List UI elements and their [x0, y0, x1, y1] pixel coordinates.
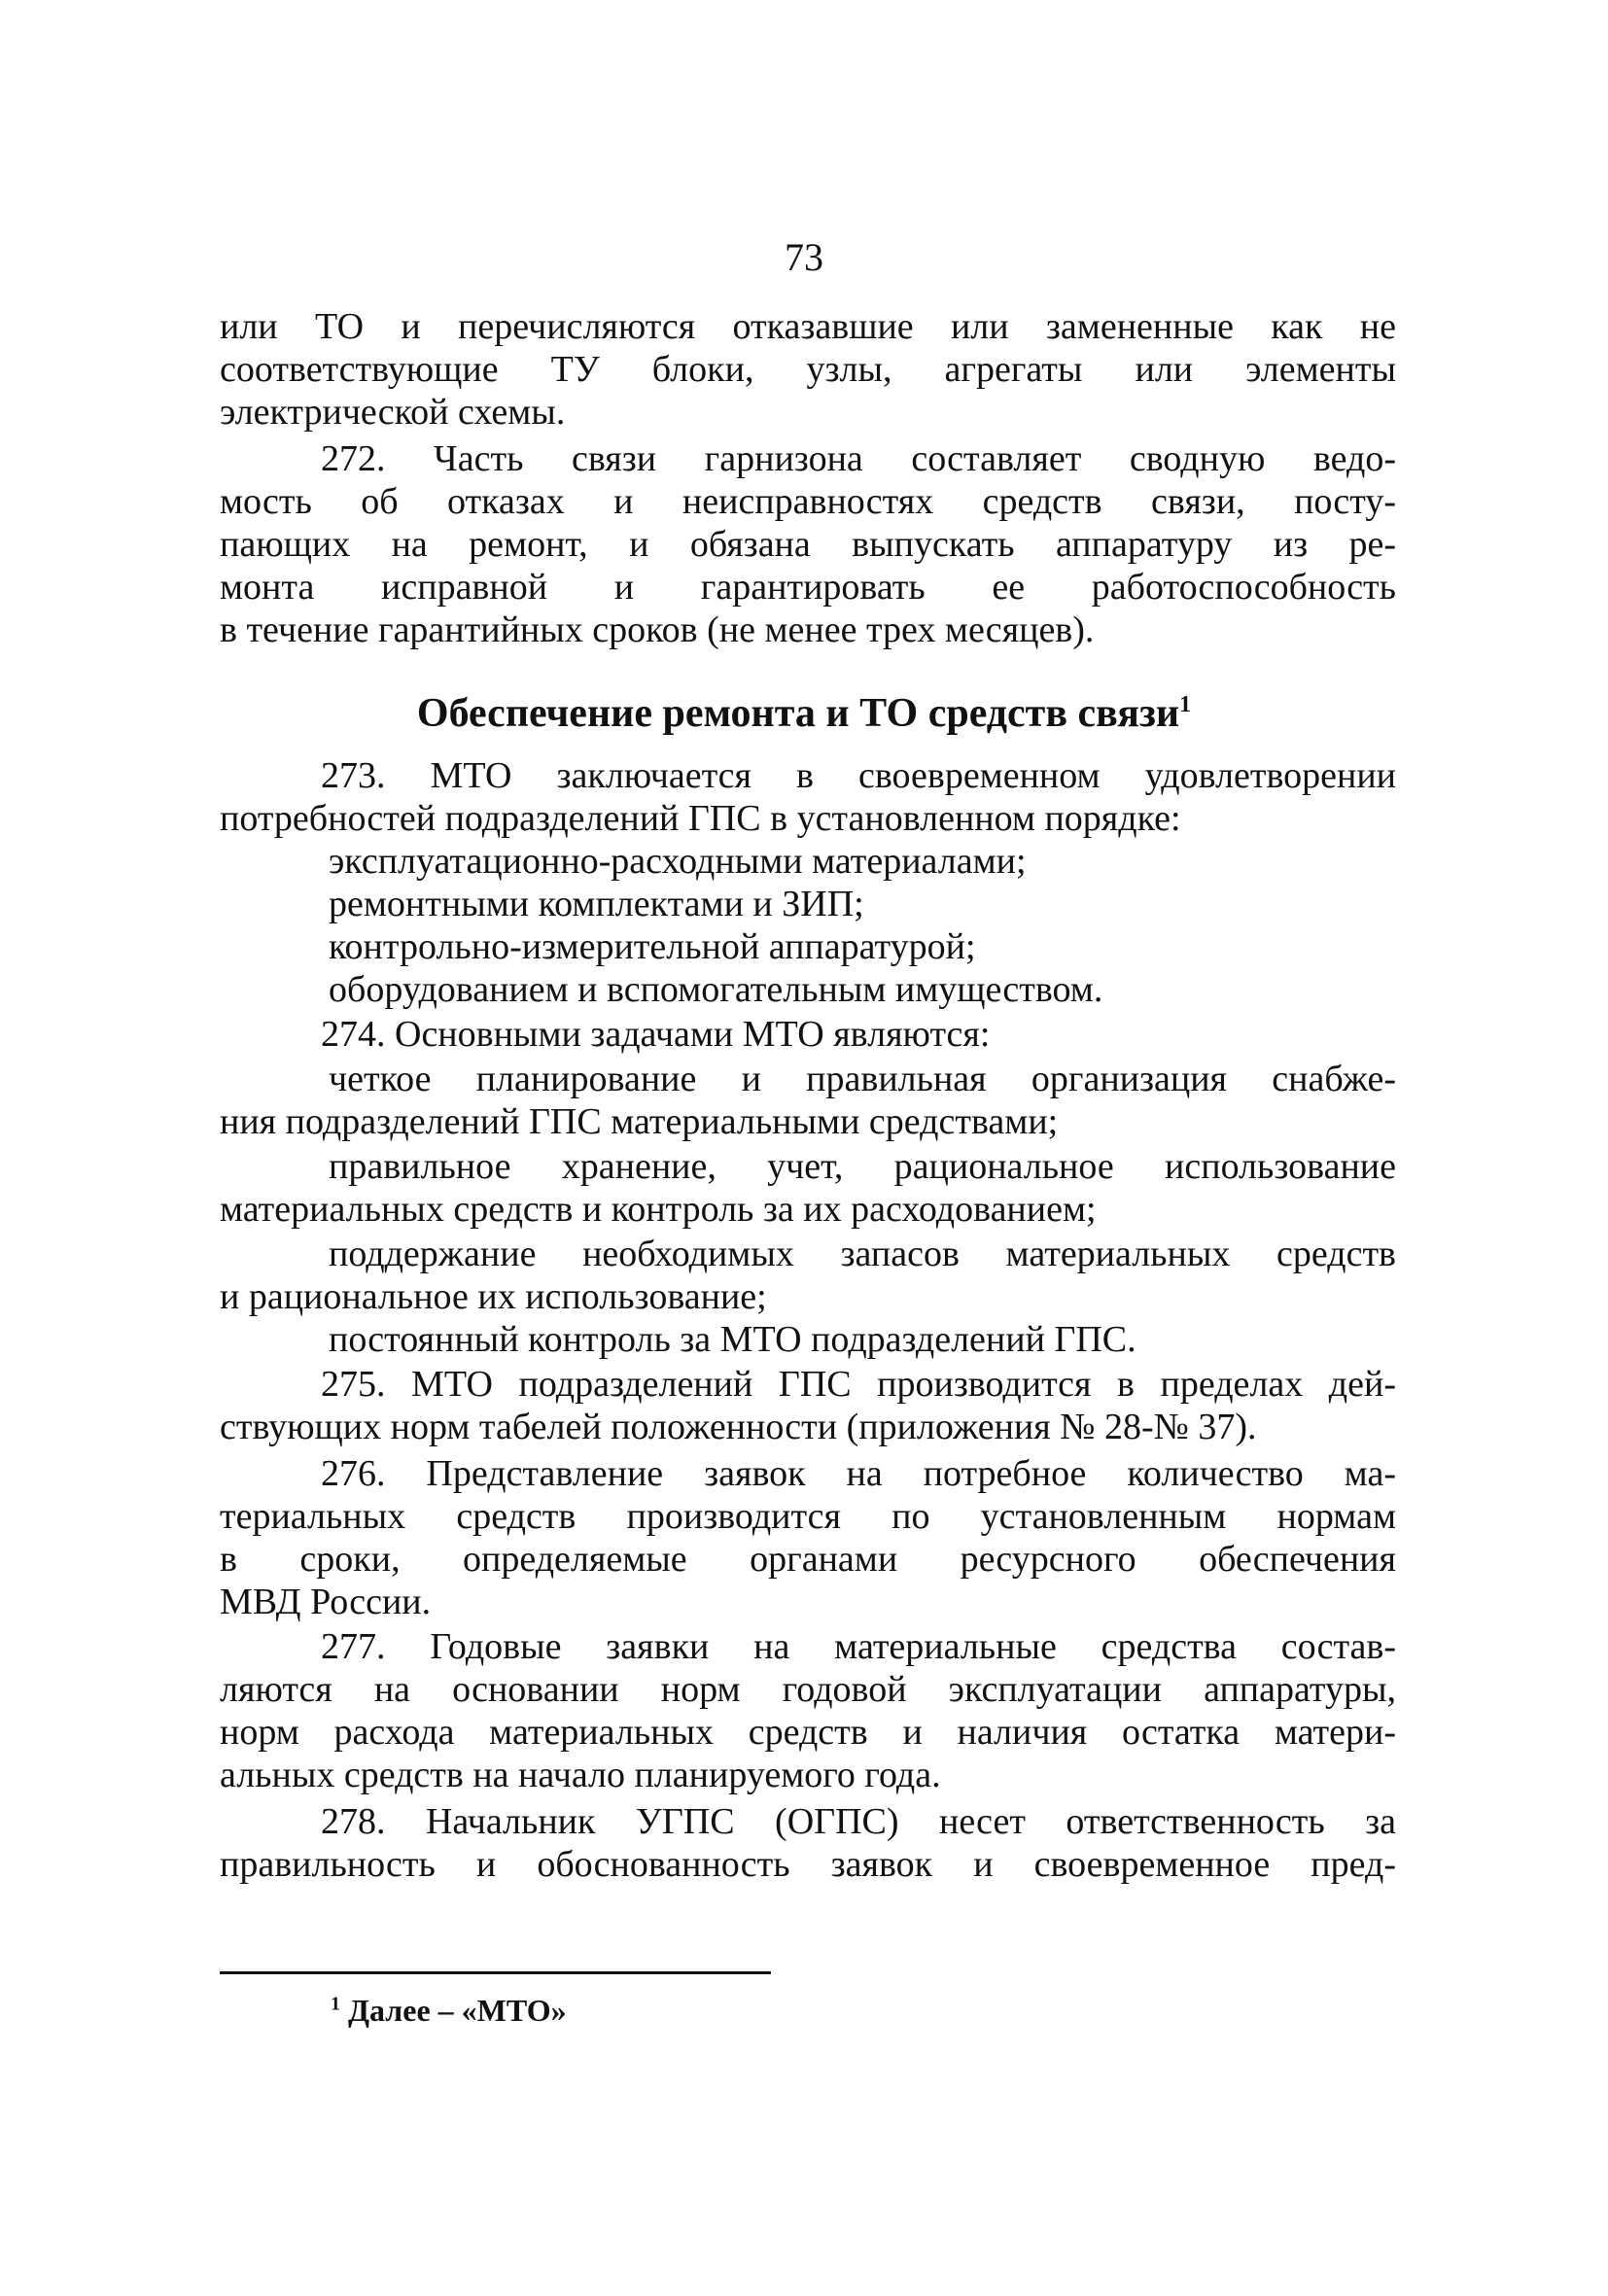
- paragraph-275-line: 275. МТО подразделений ГПС производится в пределах дей-: [321, 1364, 1396, 1405]
- footnote-marker: 1: [1179, 692, 1192, 717]
- list-item: ремонтными комплектами и ЗИП;: [329, 884, 864, 924]
- page-number: 73: [785, 235, 823, 279]
- footnote-number: 1: [331, 1993, 340, 2015]
- text-line: в течение гарантийных сроков (не менее трех месяцев).: [220, 609, 1095, 650]
- text-line: норм расхода материальных средств и наличия остатка матери-: [220, 1712, 1396, 1753]
- text-line: монта исправной и гарантировать ее работоспособность: [220, 567, 1396, 608]
- text-line: пающих на ремонт, и обязана выпускать аппаратуру из ре-: [220, 524, 1396, 565]
- footnote-text: Далее – «МТО»: [348, 1993, 567, 2028]
- list-item: постоянный контроль за МТО подразделений ГПС.: [329, 1319, 1136, 1360]
- footnote-divider: [220, 1971, 771, 1974]
- text-line: териальных средств производится по установленным нормам: [220, 1496, 1396, 1537]
- text-line: или ТО и перечисляются отказавшие или замененные как не: [220, 306, 1396, 347]
- section-heading-text: Обеспечение ремонта и ТО средств связи: [416, 691, 1180, 736]
- list-item: правильное хранение, учет, рациональное использование: [329, 1146, 1396, 1187]
- paragraph-277-line: 277. Годовые заявки на материальные средства состав-: [321, 1626, 1396, 1667]
- text-line: материальных средств и контроль за их расходованием;: [220, 1189, 1097, 1230]
- text-line: мость об отказах и неисправностях средств связи, посту-: [220, 481, 1396, 522]
- list-item: оборудованием и вспомогательным имуществом.: [329, 969, 1103, 1010]
- footnote: [331, 1991, 567, 2030]
- list-item: поддержание необходимых запасов материальных средств: [329, 1234, 1396, 1274]
- text-line: электрической схемы.: [220, 392, 566, 433]
- text-line: ляются на основании норм годовой эксплуатации аппаратуры,: [220, 1669, 1396, 1710]
- text-line: ствующих норм табелей положенности (приложения № 28-№ 37).: [220, 1407, 1257, 1447]
- text-line: правильность и обоснованность заявок и своевременное пред-: [220, 1844, 1396, 1885]
- paragraph-276-line: 276. Представление заявок на потребное количество ма-: [321, 1453, 1396, 1494]
- paragraph-273-line: 273. МТО заключается в своевременном удовлетворении: [321, 755, 1396, 796]
- paragraph-272-line: 272. Часть связи гарнизона составляет сводную ведо-: [321, 438, 1396, 479]
- paragraph-278-line: 278. Начальник УГПС (ОГПС) несет ответственность за: [321, 1801, 1396, 1842]
- text-line: МВД России.: [220, 1582, 432, 1622]
- text-line: и рациональное их использование;: [220, 1276, 767, 1317]
- text-line: потребностей подразделений ГПС в установленном порядке:: [220, 798, 1181, 839]
- list-item: четкое планирование и правильная организация снабже-: [329, 1059, 1396, 1099]
- list-item: контрольно-измерительной аппаратурой;: [329, 926, 976, 967]
- text-line: ния подразделений ГПС материальными средствами;: [220, 1101, 1059, 1142]
- text-line: альных средств на начало планируемого года.: [220, 1755, 941, 1795]
- paragraph-274-line: 274. Основными задачами МТО являются:: [321, 1014, 991, 1055]
- list-item: эксплуатационно-расходными материалами;: [329, 841, 1027, 882]
- text-line: соответствующие ТУ блоки, узлы, агрегаты или элементы: [220, 349, 1396, 390]
- section-heading: [0, 688, 1608, 739]
- text-line: в сроки, определяемые органами ресурсного обеспечения: [220, 1539, 1396, 1580]
